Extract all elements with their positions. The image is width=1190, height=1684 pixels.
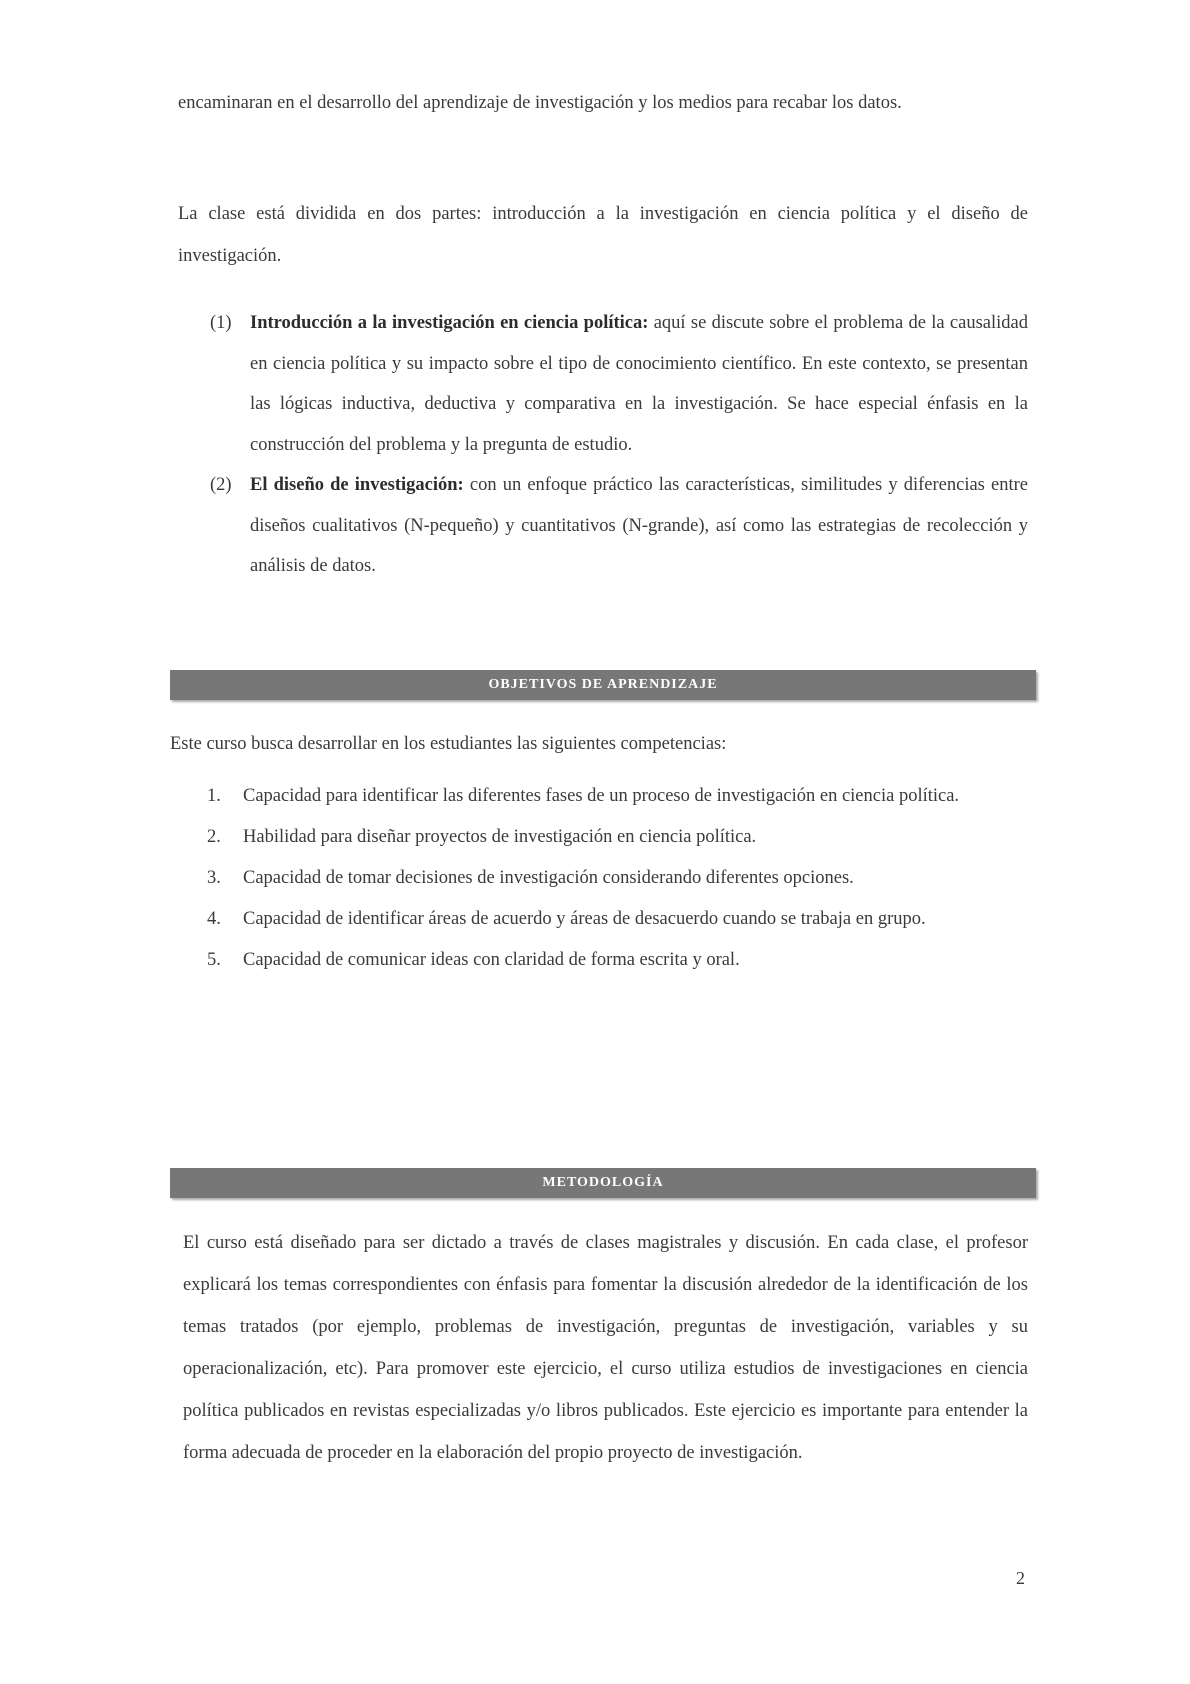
paragraph-text: La clase está dividida en dos partes: introducción a la investigación en ciencia política y el diseño de investigación. — [178, 204, 1028, 266]
list-number: 1. — [207, 786, 221, 806]
paragraph-intro-end — [178, 82, 1028, 124]
part-text: aquí se discute sobre el problema de la causalidad en ciencia política y su impacto sobre el tipo de conocimiento científico. En este contexto, se presentan las lógicas inductiva, deductiva y comparativa en la investigación. Se hace especial énfasis en la construcción del problema y la pregunta de estudio. — [250, 313, 1028, 455]
list-item — [207, 776, 1036, 817]
list-item — [210, 465, 1028, 587]
list-item-text: Habilidad para diseñar proyectos de investigación en ciencia política. — [243, 827, 757, 847]
list-item-text: Capacidad de identificar áreas de acuerdo y áreas de desacuerdo cuando se trabaja en grupo. — [243, 909, 926, 929]
course-parts-list — [210, 303, 1028, 587]
list-item — [207, 940, 1036, 981]
section-header-objectives: OBJETIVOS DE APRENDIZAJE — [170, 670, 1036, 700]
list-item — [210, 303, 1028, 465]
list-marker: (2) — [210, 475, 232, 495]
list-item — [207, 817, 1036, 858]
part-text: con un enfoque práctico las características, similitudes y diferencias entre diseños cualitativos (N-pequeño) y cuantitativos (N-grande), así como las estrategias de recolección y análisis de datos. — [250, 475, 1028, 576]
list-item — [207, 899, 1036, 940]
list-marker: (1) — [210, 313, 232, 333]
methodology-paragraph: El curso está diseñado para ser dictado a través de clases magistrales y discusión. En cada clase, el profesor explicará los temas correspondientes con énfasis para fomentar la discusión alrededor de la identificación de los temas tratados (por ejemplo, problemas de investigación, preguntas de investigación, variables y su operacionalización, etc). Para promover este ejercicio, el curso utiliza estudios de investigaciones en ciencia política publicados en revistas especializadas y/o libros publicados. Este ejercicio es importante para entender la forma adecuada de proceder en la elaboración del propio proyecto de investigación. — [183, 1233, 1028, 1463]
section-header-methodology: METODOLOGÍA — [170, 1168, 1036, 1198]
paragraph-class-structure — [178, 193, 1028, 277]
part-title: Introducción a la investigación en ciencia política: — [250, 313, 649, 333]
competencies-list — [207, 776, 1036, 981]
paragraph-text: encaminaran en el desarrollo del aprendizaje de investigación y los medios para recabar los datos. — [178, 93, 902, 113]
list-number: 3. — [207, 868, 221, 888]
page-number: 2 — [1016, 1568, 1025, 1588]
list-item-text: Capacidad de comunicar ideas con claridad de forma escrita y oral. — [243, 950, 740, 970]
list-item — [207, 858, 1036, 899]
objectives-intro: Este curso busca desarrollar en los estudiantes las siguientes competencias: — [170, 734, 727, 754]
list-number: 2. — [207, 827, 221, 847]
list-item-text: Capacidad de tomar decisiones de investigación considerando diferentes opciones. — [243, 868, 854, 888]
list-number: 5. — [207, 950, 221, 970]
list-item-text: Capacidad para identificar las diferentes fases de un proceso de investigación en ciencia política. — [243, 786, 960, 806]
part-title: El diseño de investigación: — [250, 475, 464, 495]
list-number: 4. — [207, 909, 221, 929]
